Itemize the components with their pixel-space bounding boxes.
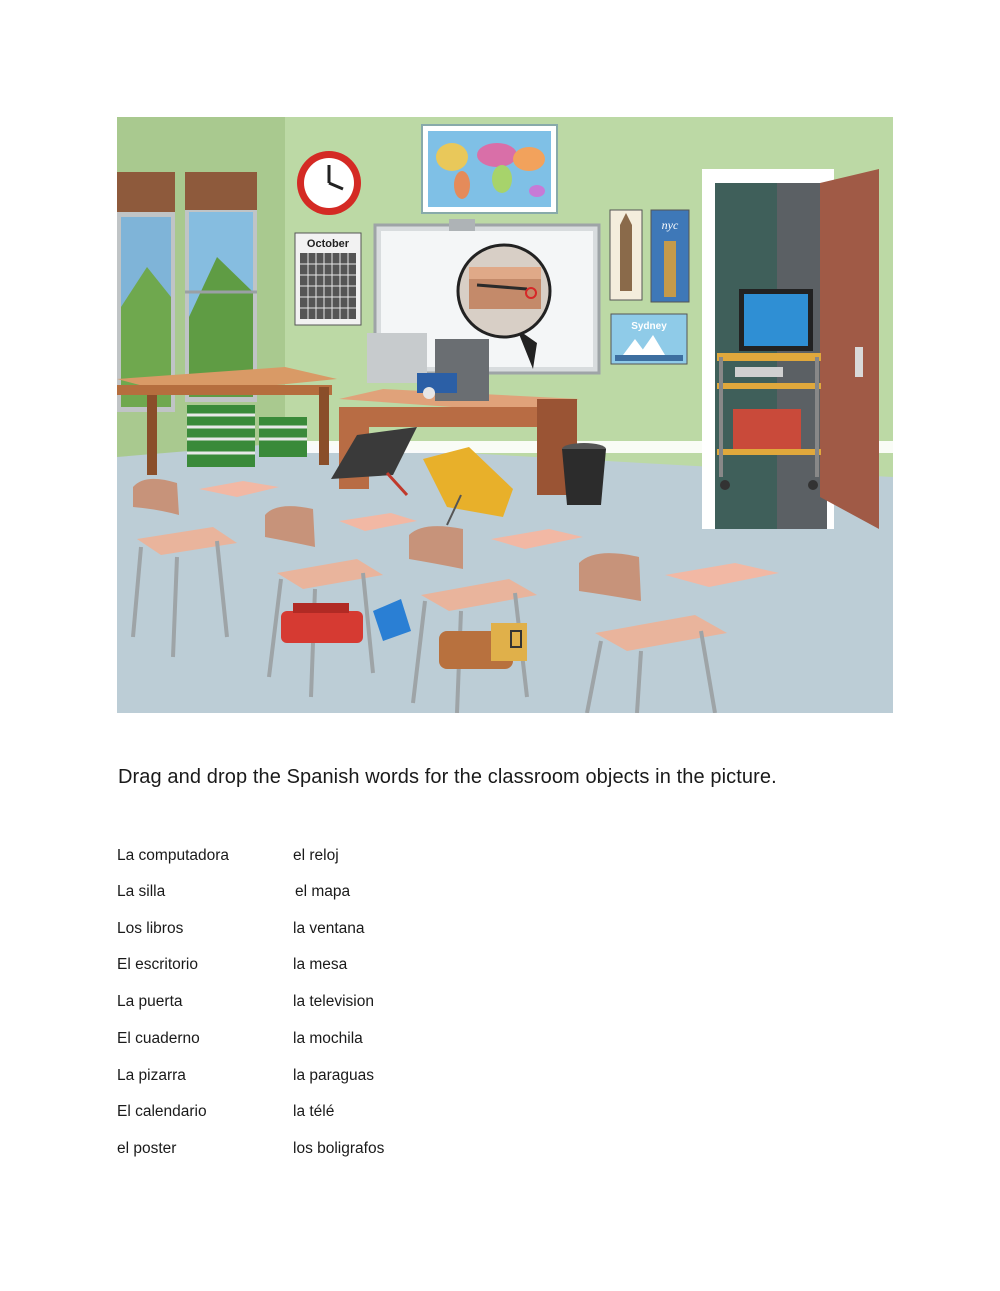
word-col2-7[interactable]: la paraguas [293, 1067, 375, 1084]
calendar [295, 233, 361, 325]
poster-sydney-text: Sydney [631, 321, 667, 332]
word-col1-1[interactable]: La computadora [117, 847, 230, 864]
word-col1-5[interactable]: La puerta [117, 993, 183, 1010]
word-col2-1[interactable]: el reloj [293, 847, 339, 864]
word-col1-7[interactable]: La pizarra [117, 1067, 186, 1084]
poster-sydney [611, 314, 687, 364]
word-col2-3[interactable]: la ventana [293, 920, 365, 937]
word-col2-5[interactable]: la television [293, 993, 374, 1010]
world-map [422, 125, 557, 213]
word-col1-4[interactable]: El escritorio [117, 956, 198, 973]
word-col1-8[interactable]: El calendario [117, 1103, 207, 1120]
instruction-text: Drag and drop the Spanish words for the classroom objects in the picture. [118, 766, 777, 788]
poster-london [610, 210, 642, 300]
trash-can [562, 443, 606, 505]
word-col2-4[interactable]: la mesa [293, 956, 348, 973]
word-col1-6[interactable]: El cuaderno [117, 1030, 200, 1047]
word-col2-8[interactable]: la télé [293, 1103, 335, 1120]
word-col1-9[interactable]: el poster [117, 1140, 177, 1157]
word-col1-3[interactable]: Los libros [117, 920, 184, 937]
classroom-illustration [117, 117, 893, 713]
word-col2-6[interactable]: la mochila [293, 1030, 363, 1047]
clock [297, 151, 361, 215]
poster-nyc-text: nyc [661, 218, 679, 232]
calendar-month: October [306, 238, 350, 250]
word-col1-2[interactable]: La silla [117, 883, 166, 900]
word-col2-9[interactable]: los boligrafos [293, 1140, 385, 1157]
poster-nyc [651, 210, 689, 302]
word-col2-2[interactable]: el mapa [295, 883, 351, 900]
